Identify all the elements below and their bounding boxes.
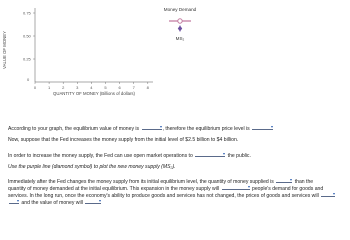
y-tick-label: 0 <box>27 77 30 82</box>
y-tick-label: 0.50 <box>23 33 31 39</box>
ms2-diamond-marker[interactable] <box>178 26 182 32</box>
q5-line3-text: services. In the long run, once the economy's ability to produce goods and services has not changed, the prices of goods and services will <box>8 193 319 199</box>
equilibrium-price-level-dropdown[interactable] <box>252 124 273 130</box>
x-tick-label: 5 <box>104 85 107 90</box>
x-tick-label: 3 <box>76 85 79 90</box>
chevron-down-icon <box>248 186 250 188</box>
q5-line1-text: Immediately after the Fed changes the money supply from its initial equilibrium level, the quantity of money supplied is <box>8 179 274 185</box>
chevron-down-icon <box>99 200 101 202</box>
q5-line1-post-text: than the <box>294 179 314 185</box>
x-tick-label: 7 <box>132 85 135 90</box>
q5-line2-post-text: people's demand for goods and <box>251 186 324 192</box>
legend-money-demand-label: Money Demand <box>163 7 197 12</box>
chevron-down-icon <box>223 153 225 155</box>
x-tick-label: 2 <box>62 85 65 90</box>
q1-text: According to your graph, the equilibrium value of money is <box>8 126 140 132</box>
supplied-comparison-dropdown[interactable] <box>276 177 292 183</box>
value-of-money-dropdown[interactable] <box>85 198 101 204</box>
equilibrium-value-dropdown[interactable] <box>142 124 162 130</box>
q3-post-text: the public. <box>227 153 251 159</box>
question-open-market <box>8 151 344 160</box>
y-tick-label: 0.25 <box>23 56 31 62</box>
q5-line2-text: quantity of money demanded at the initial equilibrium. This expansion in the money supply will <box>8 186 220 192</box>
price-change-dropdown-cont[interactable] <box>9 198 19 204</box>
x-tick-label: 1 <box>47 85 51 90</box>
chevron-down-icon <box>333 193 335 195</box>
x-axis-label: QUANTITY OF MONEY (Billions of dollars) <box>53 91 135 96</box>
legend-money-demand-marker[interactable] <box>178 19 182 23</box>
chevron-down-icon <box>17 200 19 202</box>
q4-text: Use the purple line (diamond symbol) to plot the new money supply (MS₂). <box>8 164 176 170</box>
x-tick-label: 8 <box>146 85 149 90</box>
q3-text: In order to increase the money supply, the Fed can use open market operations to <box>8 153 193 159</box>
x-tick-label: 0 <box>33 85 37 90</box>
question-fed-increase <box>8 137 344 144</box>
chevron-down-icon <box>271 126 273 128</box>
y-axis-label: VALUE OF MONEY <box>2 31 7 69</box>
instruction-plot-ms2 <box>8 164 344 171</box>
q5-line4-text: and the value of money will <box>21 200 83 206</box>
price-change-dropdown[interactable] <box>321 191 335 197</box>
q2-text: Now, suppose that the Fed increases the money supply from the initial level of $2.5 billion to $4 billion. <box>8 137 239 143</box>
chevron-down-icon <box>160 126 162 128</box>
demand-effect-dropdown[interactable] <box>222 184 250 190</box>
ms2-label: MS₂ <box>175 36 185 41</box>
y-tick-label: 0.75 <box>23 10 31 16</box>
chevron-down-icon <box>290 179 292 181</box>
q1-mid-text: , therefore the equilibrium price level is <box>162 126 250 132</box>
x-tick-label: 6 <box>118 85 121 90</box>
question-equilibrium-value <box>8 124 344 133</box>
x-tick-label: 4 <box>90 85 93 90</box>
open-market-action-dropdown[interactable] <box>195 151 225 157</box>
question-money-supplied-line4 <box>8 198 344 207</box>
